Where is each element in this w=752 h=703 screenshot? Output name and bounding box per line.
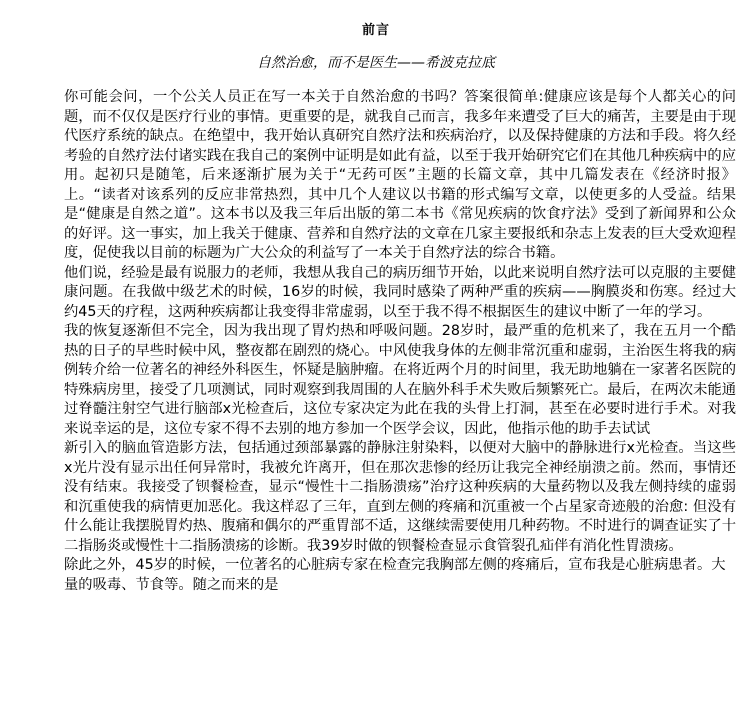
paragraph-3: 我的恢复逐渐但不完全，因为我出现了胃灼热和呼吸问题。28岁时，最严重的危机来了，我在五月一个酷热的日子的早些时候中风，整夜都在剧烈的烧心。中风使我身体的左侧非常沉重和虚弱，主治医生将我的病例转介给一位著名的神经外科医生，怀疑是脑肿瘤。在将近两个月的时间里，我无助地躺在一家著名医院的特殊病房里，接受了几项测试，同时观察到我周围的人在脑外科手术失败后频繁死亡。最后，在两次未能通过脊髓注射空气进行脑部x光检查后，这位专家决定为此在我的头骨上打洞，甚至在必要时进行手术。对我来说幸运的是，这位专家不得不去别的地方参加一个医学会议，因此，他指示他的助手去试试 [64, 323, 736, 437]
paragraph-2: 他们说，经验是最有说服力的老师，我想从我自己的病历细节开始，以此来说明自然疗法可以克服的主要健康问题。在我做中级艺术的时候，16岁的时候，我同时感染了两种严重的疾病——胸膜炎和伤寒。经过大约45天的疗程，这两种疾病都让我变得非常虚弱，以至于我不得不根据医生的建议中断了一年的学习。 [64, 264, 736, 320]
epigraph-quote: 自然治愈，而不是医生——希波克拉底 [257, 55, 495, 71]
paragraph-1: 你可能会问，一个公关人员正在写一本关于自然治愈的书吗？答案很简单:健康应该是每个人都关心的问题，而不仅仅是医疗行业的事情。更重要的是，就我自己而言，我多年来遭受了巨大的痛苦，主要是由于现代医疗系统的缺点。在绝望中，我开始认真研究自然疗法和疾病治疗，以及保持健康的方法和手段。将久经考验的自然疗法付诸实践在我自己的案例中证明是如此有益，以至于我开始研究它们在其他几种疾病中的应用。起初只是随笔，后来逐渐扩展为关于“无药可医”主题的长篇文章，其中几篇发表在《经济时报》上。“读者对该系列的反应非常热烈，其中几个人建议以书籍的形式编写文章，以使更多的人受益。结果是“健康是自然之道”。这本书以及我三年后出版的第二本书《常见疾病的饮食疗法》受到了新闻界和公众的好评。这一事实，加上我关于健康、营养和自然疗法的文章在几家主要报纸和杂志上发表的巨大受欢迎程度，促使我以目前的标题为广大公众的利益写了一本关于自然疗法的综合书籍。 [64, 89, 736, 261]
page-title: 前言 [361, 23, 390, 38]
paragraph-5: 除此之外，45岁的时候，一位著名的心脏病专家在检查完我胸部左侧的疼痛后，宣布我是心脏病患者。大量的吸毒、节食等。随之而来的是 [64, 557, 726, 593]
paragraph-4: 新引入的脑血管造影方法，包括通过颈部暴露的静脉注射染料，以便对大脑中的静脉进行x光检查。当这些x光片没有显示出任何异常时，我被允许离开，但在那次悲惨的经历让我完全神经崩溃之前。然而，事情还没有结束。我接受了钡餐检查，显示“慢性十二指肠溃疡”治疗这种疾病的大量药物以及我左侧持续的虚弱和沉重使我的病情更加恶化。我这样忍了三年，直到左侧的疼痛和沉重被一个占星家奇迹般的治愈: 但没有什么能让我摆脱胃灼热、腹痛和偶尔的严重胃部不适，这继续需要使用几种药物。不时进行的调查证实了十二指肠炎或慢性十二指肠溃疡的诊断。我39岁时做的钡餐检查显示食管裂孔疝伴有消化性胃溃疡。 [64, 440, 736, 554]
body-text [64, 88, 736, 595]
